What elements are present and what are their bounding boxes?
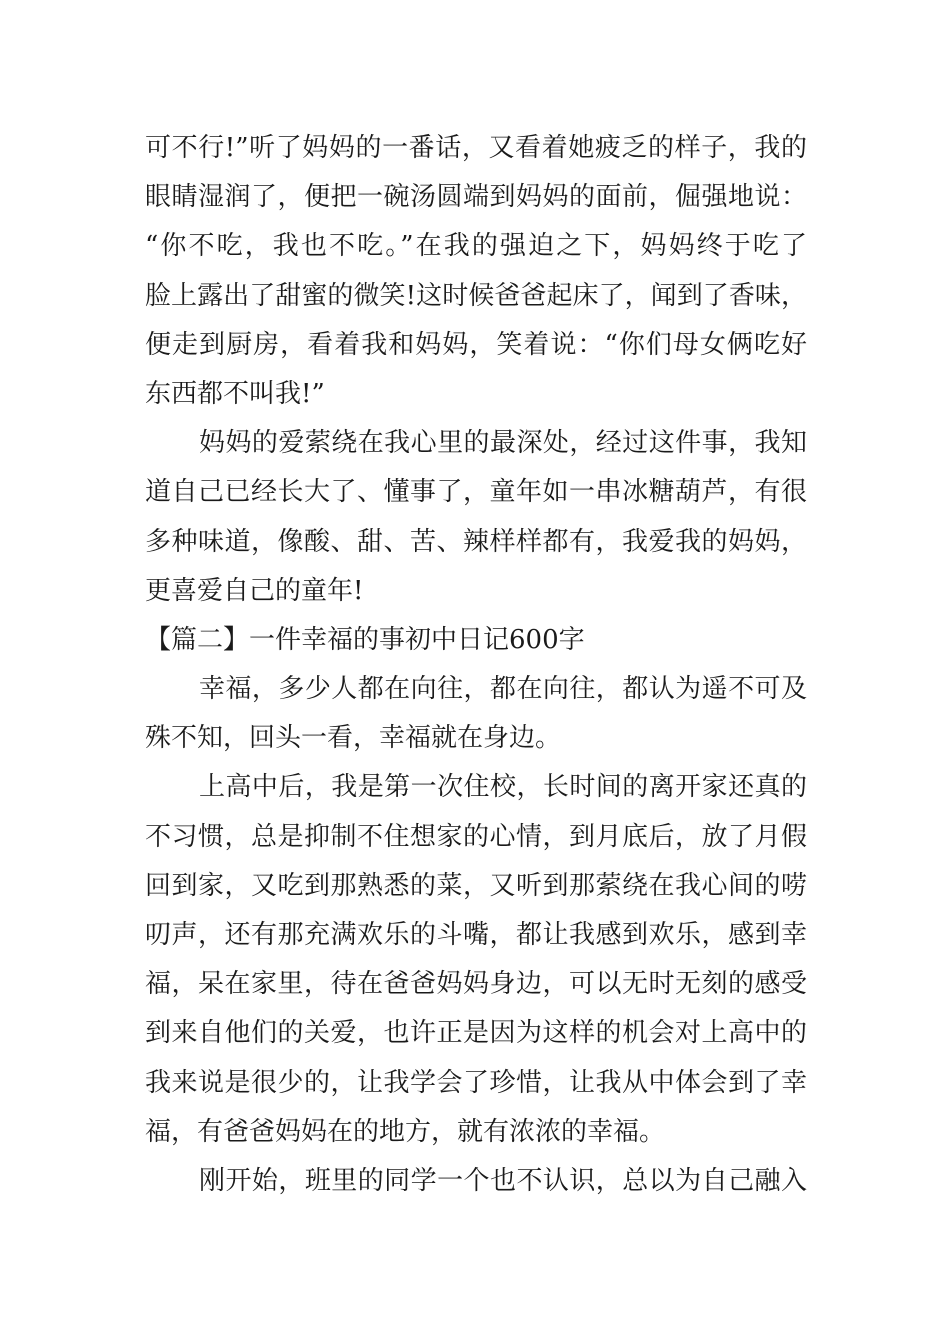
text-line: 到来自他们的关爱，也许正是因为这样的机会对上高中的 bbox=[145, 1018, 807, 1049]
text-line: 眼睛湿润了，便把一碗汤圆端到妈妈的面前，倔强地说： bbox=[145, 182, 807, 213]
text-line: 刚开始，班里的同学一个也不认识，总以为自己融入 bbox=[199, 1165, 807, 1196]
text-line: 东西都不叫我!” bbox=[145, 378, 325, 409]
text-line: 多种味道，像酸、甜、苦、辣样样都有，我爱我的妈妈， bbox=[145, 526, 807, 557]
text-line: “你不吃，我也不吃。”在我的强迫之下，妈妈终于吃了 bbox=[145, 231, 807, 262]
text-line: 便走到厨房，看着我和妈妈，笑着说：“你们母女俩吃好 bbox=[145, 329, 807, 360]
text-line: 上高中后，我是第一次住校，长时间的离开家还真的 bbox=[199, 772, 807, 803]
text-line: 更喜爱自己的童年! bbox=[145, 575, 364, 606]
text-line: 幸福，多少人都在向往，都在向往，都认为遥不可及 bbox=[199, 674, 807, 705]
text-line: 【篇二】一件幸福的事初中日记600字 bbox=[145, 624, 585, 655]
text-line: 可不行!”听了妈妈的一番话，又看着她疲乏的样子，我的 bbox=[145, 133, 807, 163]
text-line: 不习惯，总是抑制不住想家的心情，到月底后，放了月假 bbox=[145, 821, 807, 852]
text-line: 道自己已经长大了、懂事了，童年如一串冰糖葫芦，有很 bbox=[145, 477, 807, 508]
text-line: 殊不知，回头一看，幸福就在身边。 bbox=[145, 723, 562, 754]
text-line: 我来说是很少的，让我学会了珍惜，让我从中体会到了幸 bbox=[145, 1067, 807, 1098]
text-line: 脸上露出了甜蜜的微笑!这时候爸爸起床了，闻到了香味， bbox=[145, 280, 807, 311]
document-body bbox=[145, 124, 807, 1206]
text-line: 福，有爸爸妈妈在的地方，就有浓浓的幸福。 bbox=[145, 1116, 666, 1147]
text-line: 叨声，还有那充满欢乐的斗嘴，都让我感到欢乐，感到幸 bbox=[145, 920, 807, 950]
text-line: 回到家，又吃到那熟悉的菜，又听到那萦绕在我心间的唠 bbox=[145, 870, 807, 901]
text-line: 妈妈的爱萦绕在我心里的最深处，经过这件事，我知 bbox=[199, 428, 807, 459]
text-line: 福，呆在家里，待在爸爸妈妈身边，可以无时无刻的感受 bbox=[145, 969, 807, 1000]
